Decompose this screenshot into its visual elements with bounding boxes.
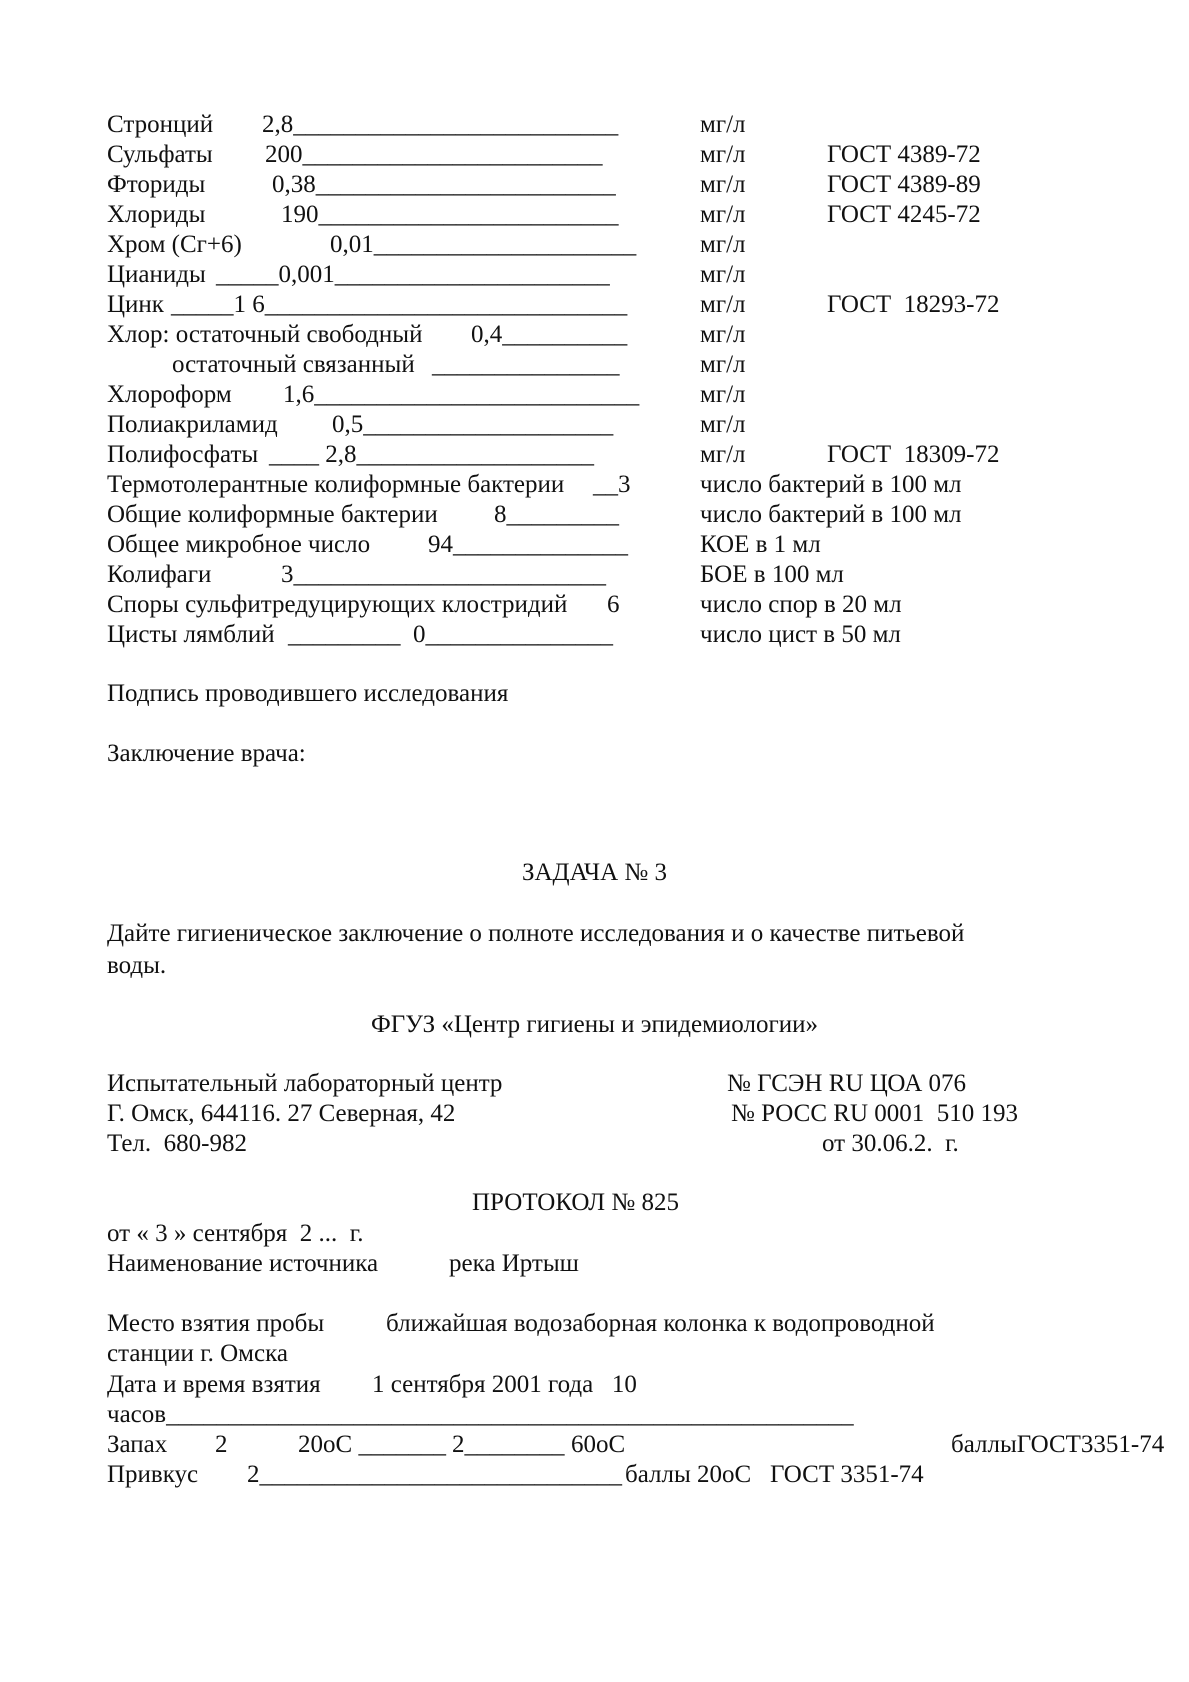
accreditation-date: от 30.06.2. г.: [822, 1130, 959, 1157]
result-value-field: [330, 232, 636, 257]
result-value: 94: [428, 531, 453, 558]
blank-line: _______: [352, 1431, 446, 1458]
sampling-datetime-label: Дата и время взятия: [107, 1371, 321, 1398]
result-value: 200: [265, 141, 303, 168]
lab-phone: Тел. 680-982: [107, 1130, 247, 1157]
result-unit: мг/л: [700, 321, 746, 348]
result-gost: ГОСТ 18309-72: [827, 441, 1000, 468]
blank-line: ______________________: [334, 261, 610, 288]
lab-address: Г. Омск, 644116. 27 Северная, 42: [107, 1100, 456, 1127]
result-value: 0,4: [471, 321, 503, 348]
hours-label: [107, 1402, 854, 1427]
taste-value: [247, 1462, 622, 1487]
result-value: 2,8: [262, 111, 294, 138]
result-unit: мг/л: [700, 381, 746, 408]
result-name: Цисты лямблий: [107, 621, 275, 648]
result-gost: ГОСТ 4389-89: [827, 171, 981, 198]
result-value-field: [494, 502, 619, 527]
result-value: 0,001: [278, 261, 335, 288]
blank-line: _________: [506, 501, 619, 528]
result-unit: мг/л: [700, 231, 746, 258]
lab-name: Испытательный лабораторный центр: [107, 1070, 503, 1097]
result-value-field: [332, 412, 613, 437]
blank-line: ______________: [453, 531, 628, 558]
result-value-field: [288, 622, 613, 647]
result-value: 3: [618, 471, 631, 498]
result-name: Хлороформ: [107, 381, 232, 408]
sampling-place-label: Место взятия пробы: [107, 1310, 325, 1337]
blank-line: ________________________: [302, 141, 603, 168]
result-gost: ГОСТ 4389-72: [827, 141, 981, 168]
result-unit: число цист в 50 мл: [700, 621, 901, 648]
accreditation-number: № ГСЭН RU ЦОА 076: [727, 1070, 967, 1097]
blank-line: _____________________________: [259, 1461, 622, 1488]
blank-line: _____: [216, 261, 279, 288]
result-value: 2,8: [325, 441, 357, 468]
smell-units-gost: баллыГОСТ3351-74: [951, 1431, 1165, 1458]
blank-line: _____________________________: [264, 291, 628, 318]
result-name: Общее микробное число: [107, 531, 371, 558]
result-value: 1,6: [283, 381, 315, 408]
blank-line: _________: [288, 621, 413, 648]
result-value: 3: [281, 561, 294, 588]
blank-line: _______________________________________________________: [166, 1401, 854, 1428]
result-name: Сульфаты: [107, 141, 213, 168]
result-gost: ГОСТ 18293-72: [827, 291, 1000, 318]
source-label: Наименование источника: [107, 1250, 379, 1277]
result-name: Споры сульфитредуцирующих клостридий: [107, 591, 568, 618]
taste-value-text: 2: [247, 1461, 260, 1488]
result-value-field: [471, 322, 627, 347]
result-value-field: [171, 292, 627, 317]
result-name: Хлор: остаточный свободный: [107, 321, 423, 348]
blank-line: _______________: [425, 621, 613, 648]
result-value-field: [428, 532, 628, 557]
result-unit: мг/л: [700, 351, 746, 378]
result-value: 0,38: [272, 171, 316, 198]
result-unit: число спор в 20 мл: [700, 591, 902, 618]
result-value-field: [262, 112, 618, 137]
blank-line: __________: [502, 321, 628, 348]
blank-line: ____________________: [363, 411, 614, 438]
result-value: 8: [494, 501, 507, 528]
smell-value-1: 2: [215, 1431, 228, 1458]
blank-line: ________________________: [318, 201, 619, 228]
result-value-field: [432, 352, 620, 377]
result-value-field: [283, 382, 639, 407]
organization-name: ФГУЗ «Центр гигиены и эпидемиологии»: [371, 1011, 818, 1038]
sampling-place-value: ближайшая водозаборная колонка к водопроводной: [386, 1310, 935, 1337]
result-value: 1 6: [233, 291, 265, 318]
result-value-field: [272, 172, 616, 197]
result-value-field: [281, 562, 606, 587]
hours-label-text: часов: [107, 1401, 167, 1428]
blank-line: __________________________: [293, 111, 619, 138]
ross-number: № РОСС RU 0001 510 193: [731, 1100, 1018, 1127]
blank-line: ________: [464, 1431, 565, 1458]
result-unit: мг/л: [700, 411, 746, 438]
task-text-line-2: воды.: [107, 952, 167, 979]
sampling-datetime-value: 1 сентября 2001 года 10: [372, 1371, 637, 1398]
result-name: Цианиды: [107, 261, 206, 288]
signature-label: Подпись проводившего исследования: [107, 680, 509, 707]
result-unit: мг/л: [700, 261, 746, 288]
blank-line: ________________________: [315, 171, 616, 198]
result-unit: мг/л: [700, 171, 746, 198]
blank-line: __: [593, 471, 618, 498]
task-text-line-1: Дайте гигиеническое заключение о полноте исследования и о качестве питьевой: [107, 920, 965, 947]
result-value-field: [265, 142, 603, 167]
result-value: 0,01: [330, 231, 374, 258]
protocol-title: ПРОТОКОЛ № 825: [472, 1189, 679, 1216]
smell-temp-2: 60oC: [571, 1431, 626, 1458]
blank-line: _____: [171, 291, 234, 318]
smell-temp-1: [298, 1432, 446, 1457]
blank-line: __________________________: [314, 381, 640, 408]
result-gost: ГОСТ 4245-72: [827, 201, 981, 228]
result-value-field: [593, 472, 631, 497]
blank-line: _____________________: [373, 231, 637, 258]
result-name: Стронций: [107, 111, 214, 138]
result-value: 0: [413, 621, 426, 648]
result-name: Полиакриламид: [107, 411, 278, 438]
result-name: остаточный связанный: [172, 351, 415, 378]
result-name: Колифаги: [107, 561, 212, 588]
result-unit: мг/л: [700, 291, 746, 318]
conclusion-label: Заключение врача:: [107, 740, 306, 767]
smell-temp-1-text: 20oC: [298, 1431, 353, 1458]
blank-line: _________________________: [293, 561, 606, 588]
result-value-field: [216, 262, 610, 287]
result-name: Общие колиформные бактерии: [107, 501, 438, 528]
result-unit: число бактерий в 100 мл: [700, 501, 962, 528]
result-value: 6: [607, 591, 620, 618]
result-name: Хлориды: [107, 201, 206, 228]
taste-units-gost: баллы 20oC ГОСТ 3351-74: [625, 1461, 924, 1488]
smell-label: Запах: [107, 1431, 168, 1458]
result-unit: мг/л: [700, 441, 746, 468]
result-name: Цинк: [107, 291, 164, 318]
result-value: 0,5: [332, 411, 364, 438]
source-value: река Иртыш: [449, 1250, 579, 1277]
result-value-field: [607, 592, 620, 617]
result-unit: мг/л: [700, 141, 746, 168]
result-value: 190: [281, 201, 319, 228]
result-unit: БОЕ в 100 мл: [700, 561, 844, 588]
blank-line: ___________________: [356, 441, 594, 468]
result-name: Фториды: [107, 171, 206, 198]
protocol-date: от « 3 » сентября 2 ... г.: [107, 1220, 364, 1247]
result-name: Хром (Сг+6): [107, 231, 242, 258]
result-unit: мг/л: [700, 201, 746, 228]
result-name: Термотолерантные колиформные бактерии: [107, 471, 565, 498]
taste-label: Привкус: [107, 1461, 199, 1488]
result-value-field: [281, 202, 619, 227]
task-title: ЗАДАЧА № 3: [521, 859, 668, 886]
sampling-place-value-cont: станции г. Омска: [107, 1340, 288, 1367]
smell-value-2-text: 2: [452, 1431, 465, 1458]
result-value-field: [269, 442, 594, 467]
result-name: Полифосфаты: [107, 441, 259, 468]
result-unit: КОЕ в 1 мл: [700, 531, 821, 558]
result-unit: число бактерий в 100 мл: [700, 471, 962, 498]
smell-value-2: [452, 1432, 565, 1457]
result-unit: мг/л: [700, 111, 746, 138]
blank-line: _______________: [432, 351, 620, 378]
blank-line: ____: [269, 441, 326, 468]
